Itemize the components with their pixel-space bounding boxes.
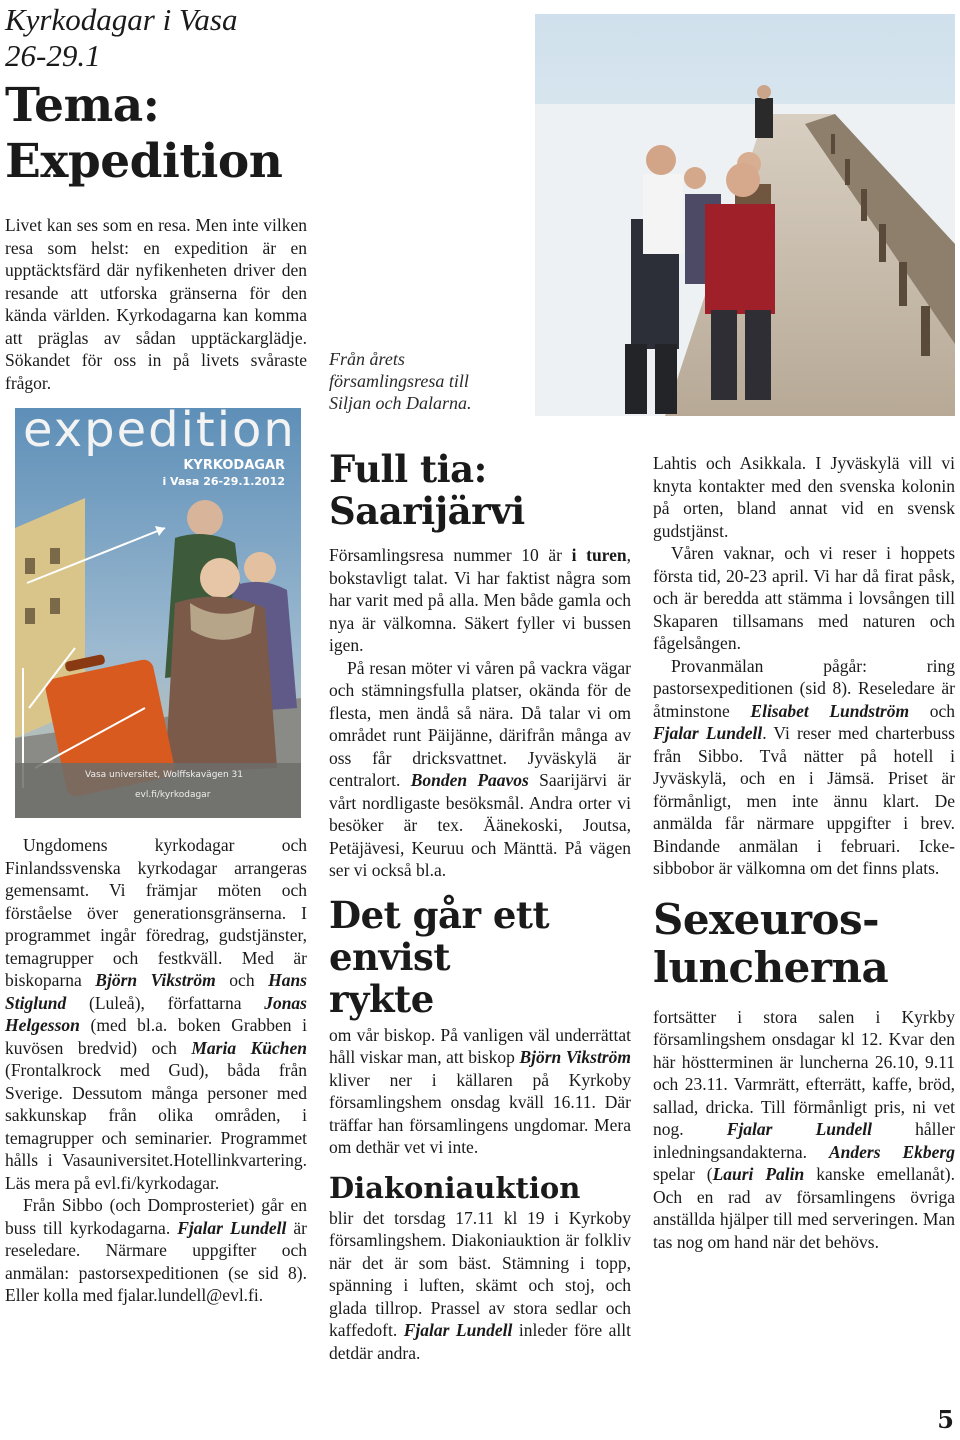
event-kicker (5, 2, 307, 74)
theme-headline-line-1: Tema: (5, 78, 160, 133)
theme-headline (5, 78, 307, 190)
photo-caption: Från årets församlingsresa till Siljan och Dalarna. (329, 349, 472, 413)
headline-diakoniauktion: Diakoniauktion (329, 1170, 581, 1205)
poster-line-2: i Vasa 26-29.1.2012 (162, 475, 285, 488)
column-left (5, 2, 307, 1307)
column-middle (329, 348, 631, 1364)
headline-sexeuros: Sexeuros-luncherna (653, 894, 889, 992)
person-name: Bonden Paavos (410, 770, 529, 790)
intro-paragraph: Livet kan ses som en resa. Men inte vilken resa som helst: en expedition är en upptäcktsfärd där nyfikenheten driver den resande att utforska gränserna för den kända världen. Kyrkodagarna kan komma att präglas av sådan upptäckarglädje. Sökandet för oss in på livets svåraste frågor. (5, 215, 307, 393)
person-name: Fjalar Lundell (403, 1320, 513, 1340)
person-name: Fjalar Lundell (177, 1217, 287, 1238)
person-name: Lauri Palin (712, 1164, 805, 1184)
saarijarvi-continued-paragraph-3: Provanmälan pågår: ring pastorsexpeditionen (sid 8). Reseledare är åtminstone Elisabet Lundström och Fjalar Lundell. Vi reser med charterbuss från Sibbo. Två nätter på hotell i Jyväskylä, och en i Jämsä. Priset är förmånligt, men inte ännu klart. De anmälda får närmare uppgifter i brev. Bindande anmälan i februari. Icke-sibbobor är välkomna om det finns plats. (653, 655, 955, 878)
sexeuros-paragraph: fortsätter i stora salen i Kyrkby församlingshem onsdagar kl 12. Kvar den här höstterminen är luncherna 26.10, 9.11 och 23.11. Varmrätt, efterrätt, kaffe, bröd, sallad, dricka. Till förmånligt pris, ni vet nog. Fjalar Lundell håller inledningsandakterna. Anders Ekberg spelar (Lauri Palin kanske emellanåt). Och en rad av församlingens övriga anställda hjälper till med serveringen. Man tas nog om hand när det behövs. (653, 1006, 955, 1252)
kicker-line-1: Kyrkodagar i Vasa (5, 2, 238, 37)
person-name: Elisabet Lundström (750, 700, 910, 721)
poster-footer-1: Vasa universitet, Wolffskavägen 31 (85, 770, 243, 780)
poster-line-1: KYRKODAGAR (183, 458, 285, 473)
kicker-line-2: 26-29.1 (5, 38, 101, 73)
expedition-poster (15, 408, 301, 818)
person-name: Maria Küchen (191, 1037, 307, 1058)
person-name: Fjalar Lundell (726, 1119, 873, 1139)
saarijarvi-continued-paragraph-2: Våren vaknar, och vi reser i hoppets första tid, 20-23 april. Vi har då firat påsk, och är beredda att stämma i lovsången till Skaparen tillsamans med naturen och fågelsången. (653, 543, 955, 653)
saarijarvi-paragraph-1: Församlingsresa nummer 10 är i turen, bokstavligt talat. Vi har faktist några som har varit med på alla. Men både gamla och nya är välkomna. Säkert fyller vi bussen igen. (329, 545, 631, 655)
person-name: Anders Ekberg (829, 1141, 955, 1162)
person-name: Jonas Helgesson (5, 992, 307, 1035)
headline-rykte: Det går ett envist rykte (329, 892, 550, 1021)
program-paragraph: Ungdomens kyrkodagar och Finlandssvenska kyrkodagar arrangeras gemensamt. Vi främjar möten och förståelse över generationsgränserna. I programmet ingår föredrag, gudstjänster, temagrupper och festkväll. Med är biskoparna Björn Vikström och Hans Stiglund (Luleå), författarna Jonas Helgesson (med bl.a. boken Grabben i kuvösen bredvid) och Maria Küchen (Frontalkrock med Gud), båda från Sverige. Dessutom många personer med sakkunskap från olika områden, i temagrupper och seminarier. Programmet hålls i Vasauniversitet.Hotellinkvartering. Läs mera på evl.fi/kyrkodagar. (5, 835, 307, 1193)
page-number: 5 (937, 1405, 954, 1434)
saarijarvi-paragraph-2: På resan möter vi våren på vackra vägar och stämningsfulla platser, okända för de flesta, men ändå så nära. Då talar vi om området runt Päijänne, därifrån många av oss får dricksvattnet. Jyväskylä är centralort. Bonden Paavos Saarijärvi är vårt nordligaste besöksmål. Andra orter vi besöker är tex. Äänekoski, Joutsa, Petäjävesi, Keuruu och Mänttä. På vägen ser vi också bl.a. (329, 657, 632, 880)
column-right (653, 452, 955, 1253)
person-name: Fjalar Lundell (653, 723, 763, 743)
rykte-paragraph: om vår biskop. På vanligen väl underrättat håll viskar man, att biskop Björn Vikström kliver ner i källaren på Kyrkoby församlingshem onsdag kväll 16.11. Där träffar han församlingens ungdomar. Mera om dethär vet vi inte. (329, 1024, 631, 1157)
bus-paragraph: Från Sibbo (och Domprosteriet) går en buss till kyrkodagarna. Fjalar Lundell är reseledare. Närmare uppgifter och anmälan: pastorsexpeditionen (se sid 8). Eller kolla med fjalar.lundell@evl.fi. (5, 1195, 307, 1305)
bold-phrase: i turen (571, 545, 627, 565)
person-name: Björn Vikström (95, 970, 216, 990)
poster-title: expedition (23, 408, 296, 458)
diakoniauktion-paragraph: blir det torsdag 17.11 kl 19 i Kyrkoby församlingshem. Diakoniauktion är folkliv när det är som bäst. Stämning i topp, spänning i luften, skämt och stoj, och glada tillrop. Prassel av stora sedlar och kaffedoft. Fjalar Lundell inleder före allt detdär andra. (329, 1207, 631, 1363)
headline-saarijarvi: Full tia: Saarijärvi (329, 447, 525, 533)
theme-headline-line-2: Expedition (5, 134, 283, 189)
person-name: Björn Vikström (519, 1047, 631, 1067)
person-name: Hans Stiglund (5, 970, 307, 1013)
saarijarvi-continued-paragraph-1: Lahtis och Asikkala. I Jyväskylä vill vi knyta kontakter med den svenska kolonin på orten, bland annat vid en svensk gudstjänst. (653, 453, 955, 541)
poster-footer-2: evl.fi/kyrkodagar (135, 790, 211, 800)
